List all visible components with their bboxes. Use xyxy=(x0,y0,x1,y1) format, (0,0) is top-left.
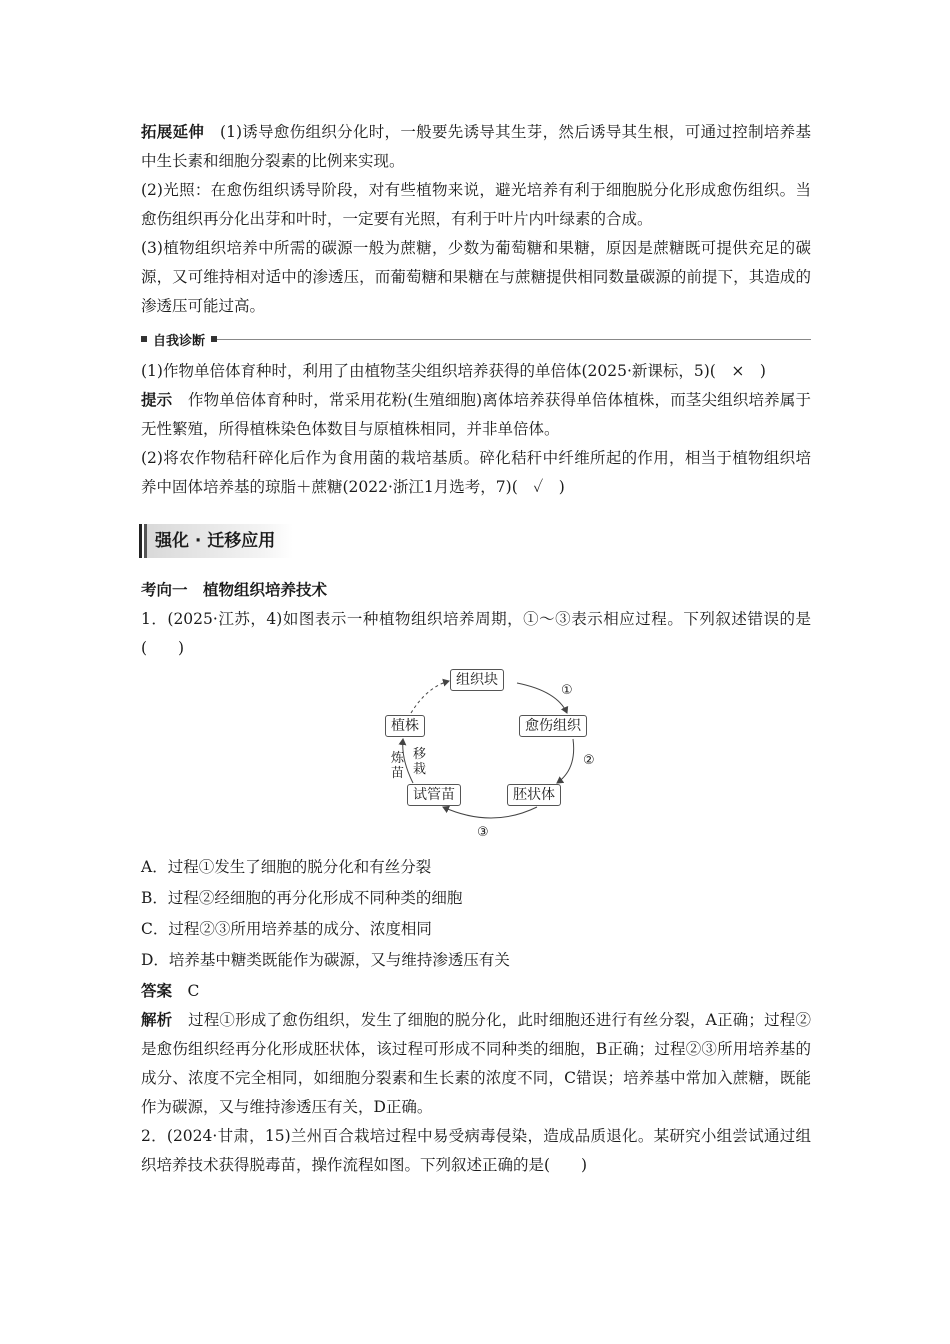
diagnosis-q2: (2)将农作物秸秆碎化后作为食用菌的栽培基质。碎化秸秆中纤维所起的作用，相当于植物组织培养中固体培养基的琼脂＋蔗糖(2022·浙江1月选考，7)( ✓ ) xyxy=(141,449,811,496)
document-body xyxy=(141,118,811,1180)
answer-label: 答案 xyxy=(141,982,173,1000)
label-hardening: 炼苗 xyxy=(391,751,405,781)
analysis xyxy=(141,1006,811,1122)
label-transplant: 移栽 xyxy=(413,747,427,777)
self-diagnosis-header xyxy=(141,329,811,349)
hint-label: 提示 xyxy=(141,391,173,409)
culture-cycle-diagram xyxy=(377,669,607,849)
extension-label: 拓展延伸 xyxy=(141,123,205,141)
arrow-2 xyxy=(557,739,574,783)
answer-line xyxy=(141,977,811,1006)
diagnosis-hint xyxy=(141,386,811,444)
analysis-text: 过程①形成了愈伤组织，发生了细胞的脱分化，此时细胞还进行有丝分裂，A正确；过程②是愈伤组织经再分化形成胚状体，该过程可形成不同种类的细胞，B正确；过程②③所用培养基的成分、浓度不完全相同，如细胞分裂素和生长素的浓度不同，C错误；培养基中常加入蔗糖，既能作为碳源，又与维持渗透压有关，D正确。 xyxy=(141,1011,811,1116)
node-embryoid: 胚状体 xyxy=(507,784,561,806)
analysis-label: 解析 xyxy=(141,1011,173,1029)
q1-stem: 1．(2025·江苏，4)如图表示一种植物组织培养周期，①～③表示相应过程。下列叙述错误的是( ) xyxy=(141,610,811,657)
option-a: A．过程①发生了细胞的脱分化和有丝分裂 xyxy=(141,858,432,876)
extension-p3: (3)植物组织培养中所需的碳源一般为蔗糖，少数为葡萄糖和果糖，原因是蔗糖既可提供充足的碳源，又可维持相对适中的渗透压，而葡萄糖和果糖在与蔗糖提供相同数量碳源的前提下，其造成的渗透压可能过高。 xyxy=(141,239,811,315)
diagnosis-q1: (1)作物单倍体育种时，利用了由植物茎尖组织培养获得的单倍体(2025·新课标，5)( × ) xyxy=(141,362,766,380)
hint-text: 作物单倍体育种时，常采用花粉(生殖细胞)离体培养获得单倍体植株，而茎尖组织培养属于无性繁殖，所得植株染色体数目与原植株相同，并非单倍体。 xyxy=(141,391,811,438)
option-b: B．过程②经细胞的再分化形成不同种类的细胞 xyxy=(141,889,463,907)
node-plant: 植株 xyxy=(385,715,425,737)
option-c: C．过程②③所用培养基的成分、浓度相同 xyxy=(141,920,432,938)
label-process-1: ① xyxy=(561,683,573,698)
node-callus: 愈伤组织 xyxy=(519,715,587,737)
extension-p1 xyxy=(141,118,811,176)
extension-p2: (2)光照：在愈伤组织诱导阶段，对有些植物来说，避光培养有利于细胞脱分化形成愈伤组织。当愈伤组织再分化出芽和叶时，一定要有光照，有利于叶片内叶绿素的合成。 xyxy=(141,181,811,228)
answer-value: C xyxy=(187,982,200,1000)
node-test-tube-seedling: 试管苗 xyxy=(407,784,461,806)
divider-line xyxy=(217,339,811,340)
arrow-1 xyxy=(517,683,567,713)
section-marker-icon xyxy=(139,524,147,558)
node-tissue-block: 组织块 xyxy=(450,669,504,691)
direction-title: 考向一 植物组织培养技术 xyxy=(141,581,328,599)
extension-p1-text: (1)诱导愈伤组织分化时，一般要先诱导其生芽，然后诱导其生根，可通过控制培养基中生长素和细胞分裂素的比例来实现。 xyxy=(141,123,811,170)
self-diagnosis-title: 自我诊断 xyxy=(153,333,206,349)
section-title: 强化 · 迁移应用 xyxy=(147,524,293,558)
arrow-3 xyxy=(443,807,537,818)
arrow-dashed xyxy=(411,681,449,713)
label-process-2: ② xyxy=(583,753,595,768)
option-d: D．培养基中糖类既能作为碳源，又与维持渗透压有关 xyxy=(141,951,510,969)
section-header xyxy=(139,524,811,558)
square-bullet-icon xyxy=(141,336,147,342)
q2-stem: 2．(2024·甘肃，15)兰州百合栽培过程中易受病毒侵染，造成品质退化。某研究小组尝试通过组织培养技术获得脱毒苗，操作流程如图。下列叙述正确的是( ) xyxy=(141,1127,811,1174)
label-process-3: ③ xyxy=(477,825,489,840)
